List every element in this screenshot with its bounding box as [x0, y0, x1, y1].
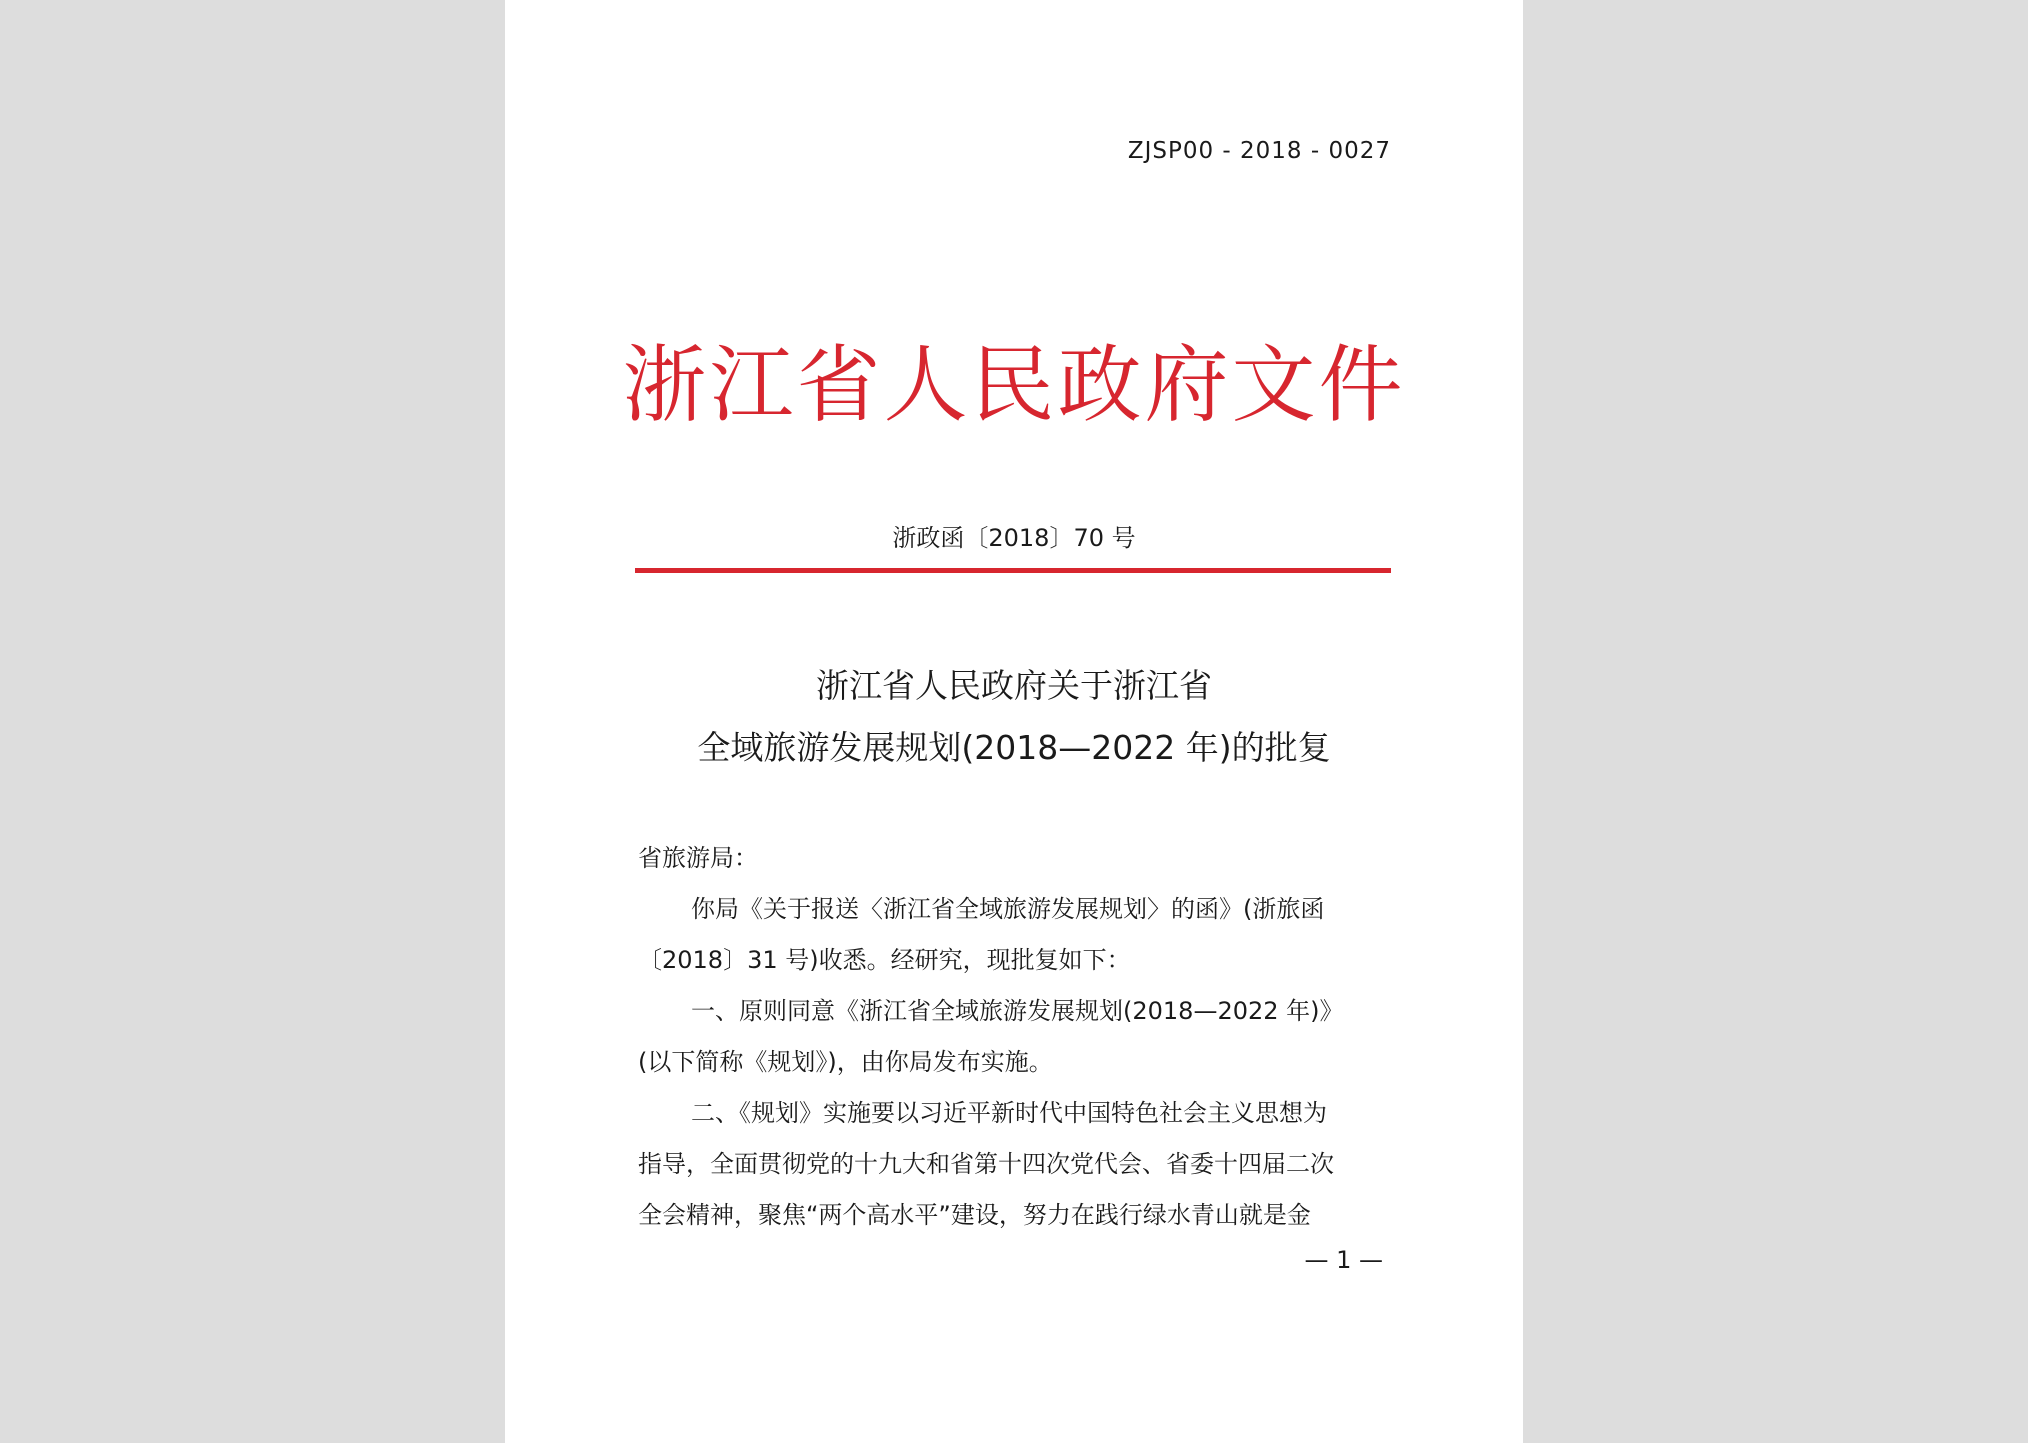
document-number: 浙政函〔2018〕70 号	[892, 524, 1136, 552]
document-code: ZJSP00 - 2018 - 0027	[1127, 138, 1391, 164]
document-title	[505, 655, 1523, 779]
salutation: 省旅游局：	[638, 844, 758, 872]
red-divider-line	[635, 568, 1391, 573]
title-line-2: 全域旅游发展规划(2018—2022 年)的批复	[697, 728, 1331, 767]
body-line: 二、《规划》实施要以习近平新时代中国特色社会主义思想为	[691, 1099, 1327, 1127]
page-number: — 1 —	[1304, 1246, 1383, 1274]
body-line: 你局《关于报送〈浙江省全域旅游发展规划〉的函》(浙旅函	[691, 895, 1325, 923]
body-line: (以下简称《规划》)，由你局发布实施。	[638, 1048, 1053, 1076]
document-page	[505, 0, 1523, 1443]
title-line-1: 浙江省人民政府关于浙江省	[816, 666, 1212, 705]
body-line: 指导，全面贯彻党的十九大和省第十四次党代会、省委十四届二次	[638, 1150, 1334, 1178]
body-line: 一、原则同意《浙江省全域旅游发展规划(2018—2022 年)》	[691, 997, 1344, 1025]
body-line: 全会精神，聚焦“两个高水平”建设，努力在践行绿水青山就是金	[638, 1201, 1311, 1229]
document-body	[638, 833, 1390, 1241]
body-line: 〔2018〕31 号)收悉。经研究，现批复如下：	[638, 946, 1131, 974]
masthead-title: 浙江省人民政府文件	[622, 336, 1406, 434]
